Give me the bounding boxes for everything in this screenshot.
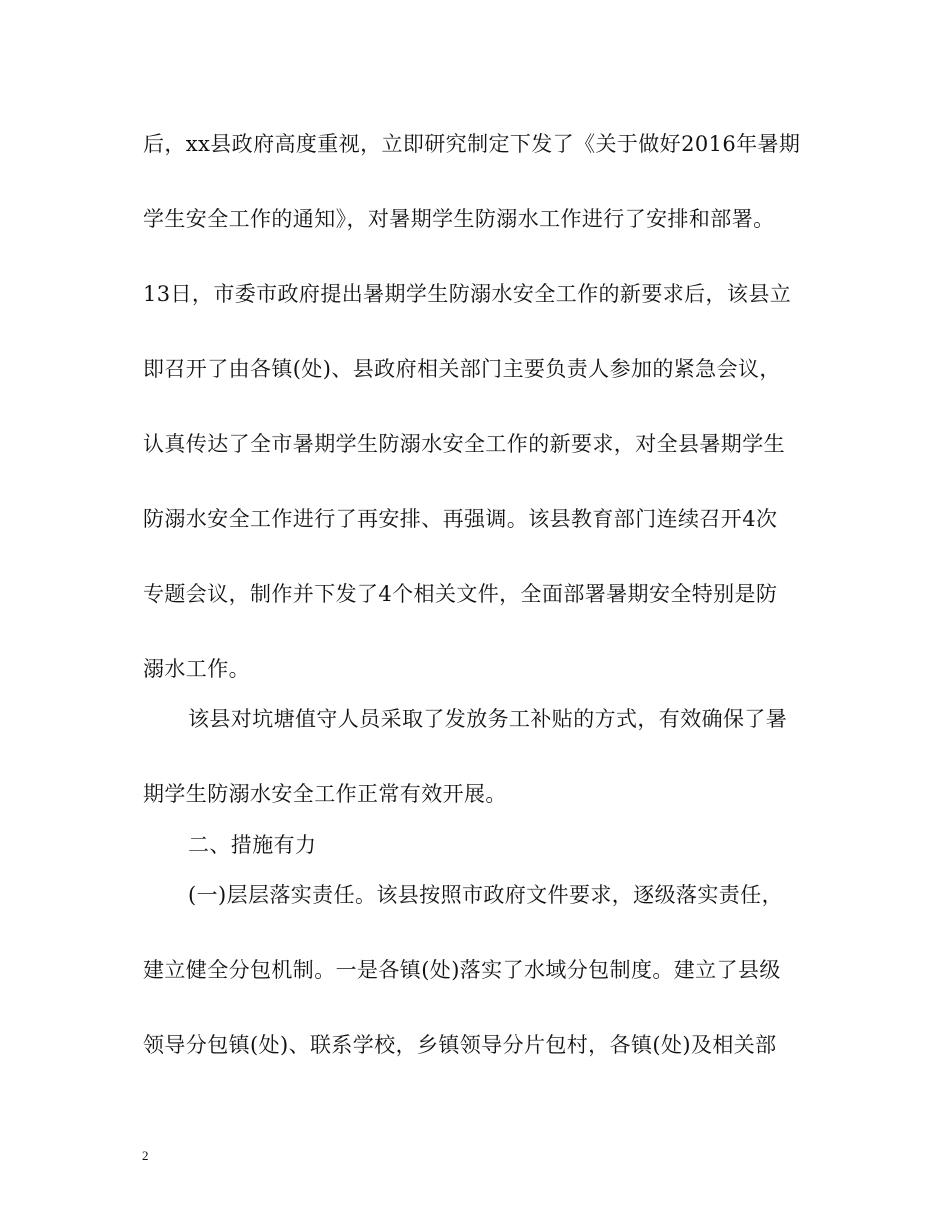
body-text-line: 建立健全分包机制。一是各镇(处)落实了水域分包制度。建立了县级 [143,958,781,982]
paragraph-start-line: 该县对坑塘值守人员采取了发放务工补贴的方式，有效确保了暑 [188,707,788,731]
body-text-line: 期学生防溺水安全工作正常有效开展。 [143,782,507,806]
body-text-line: 学生安全工作的通知》，对暑期学生防溺水工作进行了安排和部署。 [143,207,775,231]
body-text-line: 即召开了由各镇(处)、县政府相关部门主要负责人参加的紧急会议， [143,357,781,381]
body-text-line: 溺水工作。 [143,657,250,681]
page-number: 2 [142,1148,149,1163]
body-text-line: 专题会议，制作并下发了4个相关文件，全面部署暑期安全特别是防 [143,582,778,606]
paragraph-start-line: (一)层层落实责任。该县按照市政府文件要求，逐级落实责任， [188,883,783,907]
body-text-line: 13日，市委市政府提出暑期学生防溺水安全工作的新要求后，该县立 [143,282,792,306]
body-text-line: 防溺水安全工作进行了再安排、再强调。该县教育部门连续召开4次 [143,507,778,531]
body-text-line: 认真传达了全市暑期学生防溺水安全工作的新要求，对全县暑期学生 [143,432,785,456]
body-text-line: 领导分包镇(处)、联系学校，乡镇领导分片包村，各镇(处)及相关部 [143,1033,777,1057]
body-text-line: 后，xx县政府高度重视，立即研究制定下发了《关于做好2016年暑期 [143,132,801,156]
section-heading: 二、措施有力 [188,833,317,857]
